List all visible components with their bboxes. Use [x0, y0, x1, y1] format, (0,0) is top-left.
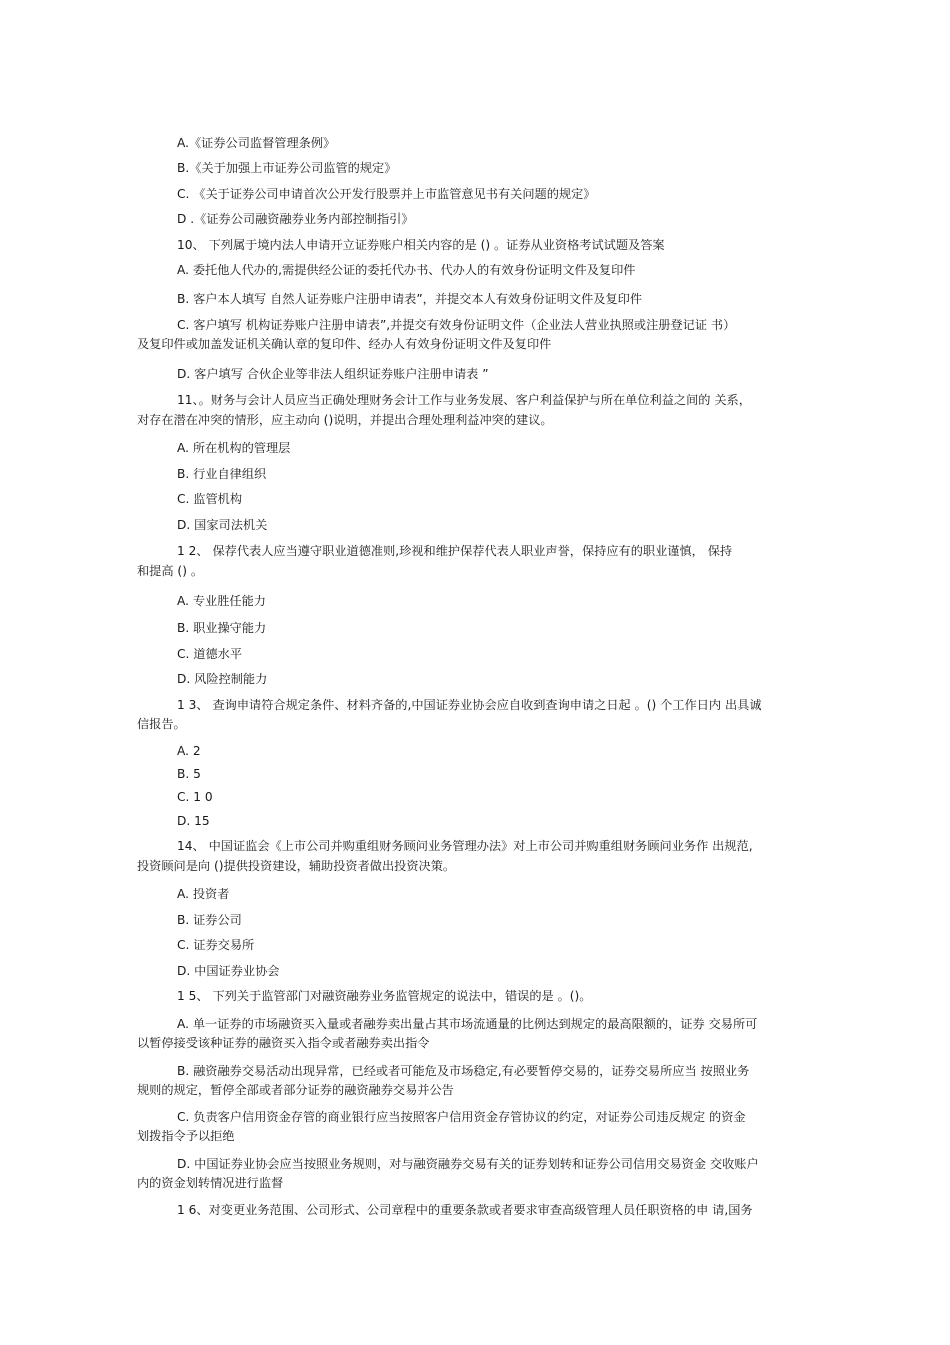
question-11-cont: 对存在潜在冲突的情形，应主动向 ()说明，并提出合理处理利益冲突的建议。 — [137, 413, 553, 427]
option-12-a: A. 专业胜任能力 — [177, 594, 266, 608]
option-11-c: C. 监管机构 — [177, 492, 243, 506]
option-15-b: B. 融资融券交易活动出现异常，已经或者可能危及市场稳定,有必要暂停交易的，证券交易所应当 按照业务 — [177, 1064, 750, 1078]
question-14: 14、 中国证监会《上市公司并购重组财务顾问业务管理办法》对上市公司并购重组财务顾问业务作 出规范, — [177, 839, 753, 853]
question-10: 10、 下列属于境内法人申请开立证券账户相关内容的是 () 。证券从业资格考试试题及答案 — [177, 238, 665, 252]
option-14-c: C. 证券交易所 — [177, 938, 255, 952]
option-14-b: B. 证券公司 — [177, 913, 242, 927]
option-15-a-cont: 以暂停接受该种证券的融资买入指令或者融券卖出指令 — [137, 1036, 430, 1050]
option-14-d: D. 中国证券业协会 — [177, 964, 280, 978]
question-12-cont: 和提高 () 。 — [137, 564, 204, 578]
option-12-d: D. 风险控制能力 — [177, 672, 268, 686]
option-11-a: A. 所在机构的管理层 — [177, 441, 291, 455]
option-9-d: D .《证券公司融资融券业务内部控制指引》 — [177, 212, 414, 226]
option-10-a: A. 委托他人代办的,需提供经公证的委托代办书、代办人的有效身份证明文件及复印件 — [177, 263, 636, 277]
option-9-b: B.《关于加强上市证券公司监管的规定》 — [177, 161, 397, 175]
option-9-c: C. 《关于证券公司申请首次公开发行股票并上市监管意见书有关问题的规定》 — [177, 187, 596, 201]
option-14-a: A. 投资者 — [177, 887, 230, 901]
option-10-d: D. 客户填写 合伙企业等非法人组织证券账户注册申请表 ” — [177, 367, 489, 381]
option-9-a: A.《证券公司监督管理条例》 — [177, 136, 336, 150]
option-10-c-cont: 及复印件或加盖发证机关确认章的复印件、经办人有效身份证明文件及复印件 — [137, 337, 552, 351]
option-10-b: B. 客户本人填写 自然人证券账户注册申请表”，并提交本人有效身份证明文件及复印件 — [177, 292, 643, 306]
option-15-d: D. 中国证券业协会应当按照业务规则，对与融资融券交易有关的证券划转和证券公司信用交易资金 交收账户 — [177, 1157, 759, 1171]
option-15-b-cont: 规则的规定，暂停全部或者部分证券的融资融券交易并公告 — [137, 1083, 454, 1097]
option-15-c: C. 负责客户信用资金存管的商业银行应当按照客户信用资金存管协议的约定，对证券公司违反规定 的资金 — [177, 1110, 746, 1124]
option-13-a: A. 2 — [177, 744, 201, 758]
option-13-d: D. 15 — [177, 814, 210, 828]
option-13-b: B. 5 — [177, 767, 201, 781]
option-15-c-cont: 划拨指令予以拒绝 — [137, 1129, 235, 1143]
option-13-c: C. 1 0 — [177, 790, 213, 804]
option-12-b: B. 职业操守能力 — [177, 621, 267, 635]
question-15: 1 5、 下列关于监管部门对融资融券业务监管规定的说法中，错误的是 。()。 — [177, 989, 592, 1003]
question-14-cont: 投资顾问是向 ()提供投资建设，辅助投资者做出投资决策。 — [137, 859, 456, 873]
question-13: 1 3、 查询申请符合规定条件、材料齐备的,中国证券业协会应自收到查询申请之日起 。() 个工作日内 出具诚 — [177, 698, 762, 712]
option-11-b: B. 行业自律组织 — [177, 467, 267, 481]
question-11: 11、。财务与会计人员应当正确处理财务会计工作与业务发展、客户利益保护与所在单位利益之间的 关系， — [177, 393, 751, 407]
option-15-d-cont: 内的资金划转情况进行监督 — [137, 1176, 284, 1190]
option-12-c: C. 道德水平 — [177, 647, 243, 661]
option-11-d: D. 国家司法机关 — [177, 518, 268, 532]
option-15-a: A. 单一证券的市场融资买入量或者融券卖出量占其市场流通量的比例达到规定的最高限额的，证券 交易所可 — [177, 1017, 758, 1031]
question-16: 1 6、对变更业务范围、公司形式、公司章程中的重要条款或者要求审查高级管理人员任职资格的申 请,国务 — [177, 1203, 753, 1217]
question-13-cont: 信报告。 — [137, 717, 186, 731]
option-10-c: C. 客户填写 机构证券账户注册申请表”,并提交有效身份证明文件（企业法人营业执照或注册登记证 书） — [177, 318, 736, 332]
question-12: 1 2、 保荐代表人应当遵守职业道德准则,珍视和维护保荐代表人职业声誉，保持应有的职业谨慎， 保持 — [177, 544, 733, 558]
